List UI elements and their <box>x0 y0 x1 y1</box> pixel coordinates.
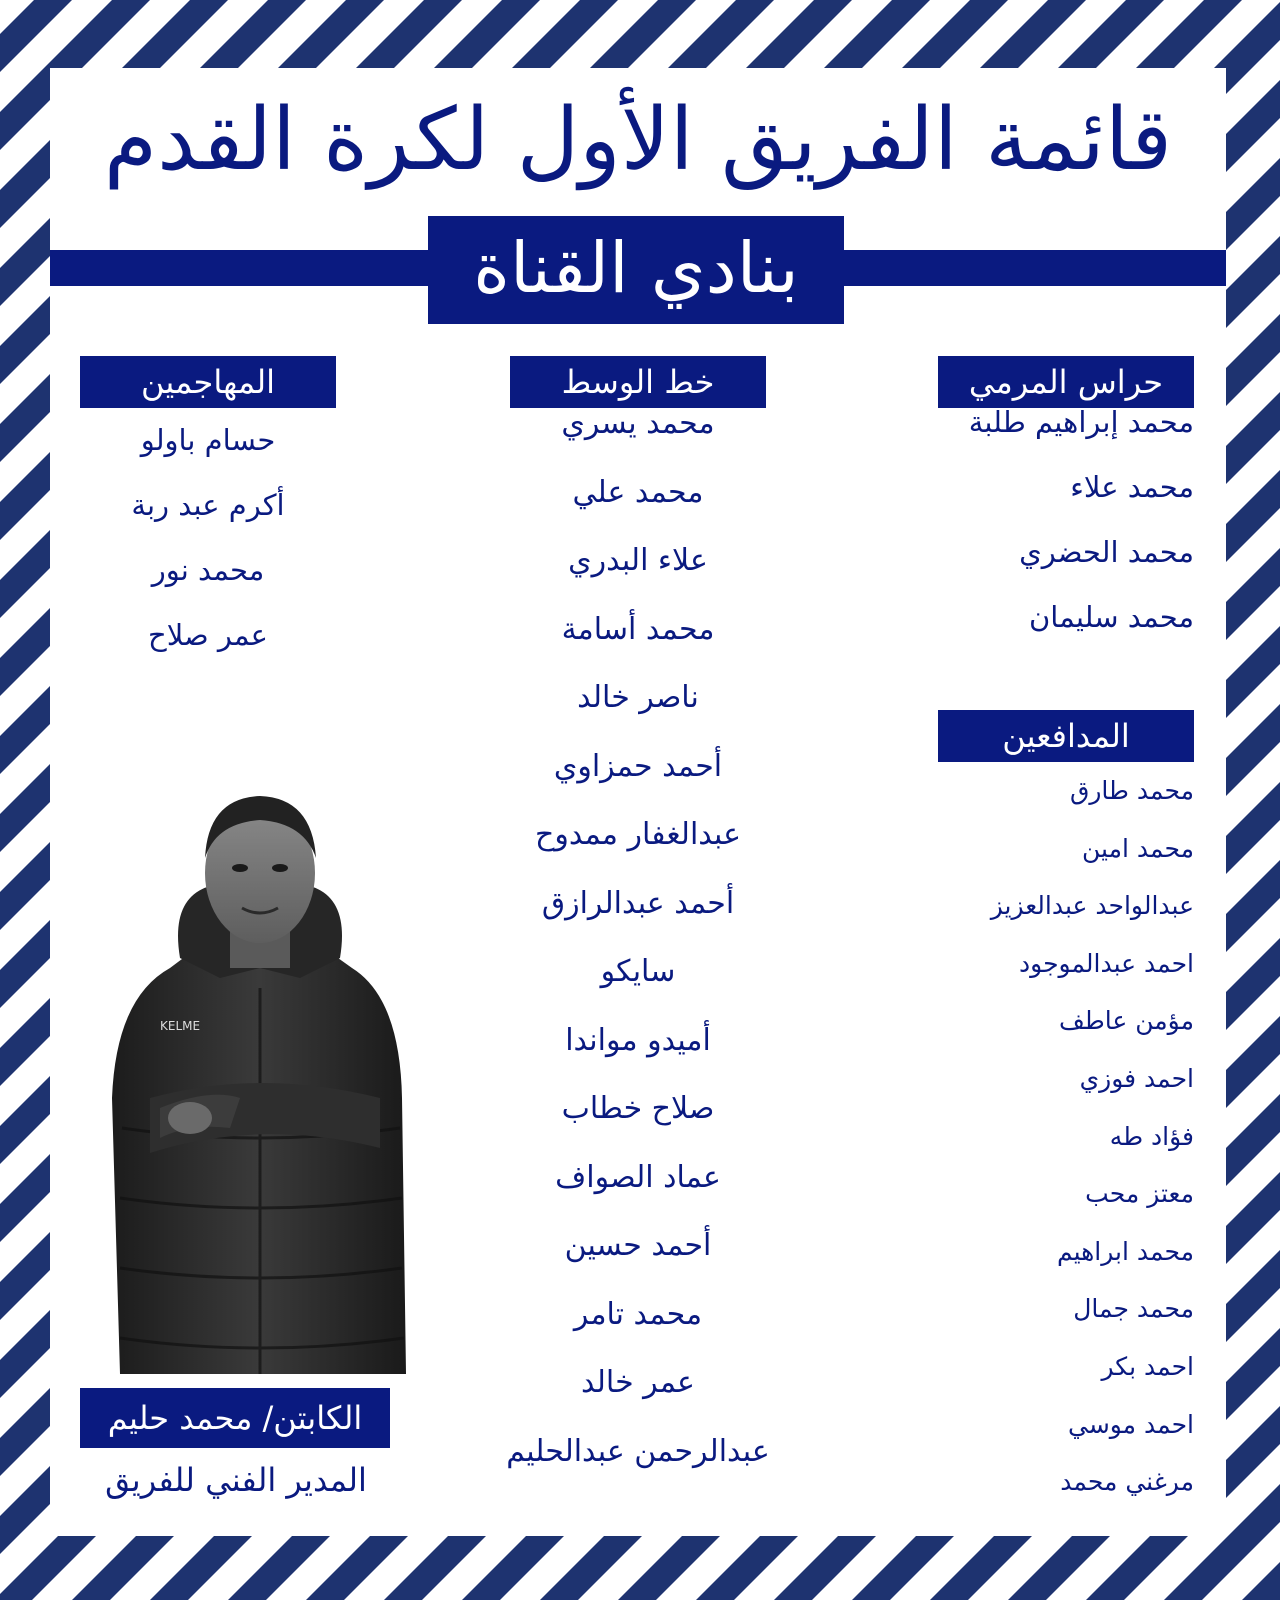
defender-name: احمد بكر <box>1101 1351 1194 1381</box>
coach-name: الكابتن/ محمد حليم <box>80 1388 390 1448</box>
club-name: بنادي القناة <box>428 216 844 324</box>
forwards-list <box>70 408 346 668</box>
page-title: قائمة الفريق الأول لكرة القدم <box>103 90 1173 190</box>
midfielder-name: أميدو مواندا <box>565 1022 711 1058</box>
midfielder-name: عمر خالد <box>581 1365 695 1400</box>
midfielder-name: أحمد حمزاوي <box>553 748 723 784</box>
goalkeepers-list <box>868 390 1194 650</box>
forward-name: محمد نور <box>151 553 265 587</box>
midfielder-name: محمد تامر <box>573 1296 703 1332</box>
midfielder-name: سايكو <box>600 954 676 989</box>
defender-name: معتز محب <box>1085 1179 1194 1209</box>
goalkeeper-name: محمد علاء <box>1070 470 1194 504</box>
defenders-header: المدافعين <box>938 710 1194 762</box>
midfielders-header: خط الوسط <box>510 356 766 408</box>
midfielder-name: محمد أسامة <box>561 611 715 647</box>
forward-name: حسام باولو <box>140 423 276 457</box>
defender-name: احمد عبدالموجود <box>1019 948 1194 978</box>
forward-name: عمر صلاح <box>148 618 268 652</box>
defender-name: احمد فوزي <box>1079 1063 1194 1093</box>
midfielder-name: أحمد عبدالرازق <box>541 885 735 921</box>
goalkeeper-name: محمد إبراهيم طلبة <box>968 405 1194 439</box>
coach-role: المدير الفني للفريق <box>105 1461 367 1499</box>
midfielder-name: عبدالغفار ممدوح <box>534 817 741 852</box>
content-panel <box>50 68 1226 1536</box>
defender-name: محمد جمال <box>1073 1294 1194 1324</box>
defender-name: مرغني محمد <box>1060 1467 1194 1497</box>
midfielder-name: علاء البدري <box>568 543 708 578</box>
defender-name: عبدالواحد عبدالعزيز <box>990 891 1194 921</box>
midfielder-name: عماد الصواف <box>555 1159 721 1195</box>
goalkeeper-name: محمد الحضري <box>1019 535 1194 569</box>
midfielder-name: أحمد حسين <box>564 1228 712 1263</box>
defenders-list <box>868 762 1194 1511</box>
defender-name: فؤاد طه <box>1109 1121 1194 1151</box>
defender-name: محمد ابراهيم <box>1056 1236 1194 1266</box>
midfielder-name: عبدالرحمن عبدالحليم <box>506 1433 770 1469</box>
midfielder-name: صلاح خطاب <box>561 1091 715 1126</box>
defender-name: محمد طارق <box>1069 776 1194 805</box>
midfielder-name: ناصر خالد <box>577 680 699 715</box>
forwards-header: المهاجمين <box>80 356 336 408</box>
goalkeeper-name: محمد سليمان <box>1028 600 1194 634</box>
midfielder-name: محمد يسري <box>561 406 715 441</box>
goalkeepers-header: حراس المرمي <box>938 356 1194 408</box>
forward-name: أكرم عبد ربة <box>131 488 285 522</box>
defender-name: مؤمن عاطف <box>1059 1006 1194 1036</box>
jacket-logo: KELME <box>160 1019 201 1033</box>
coach-photo <box>90 768 420 1374</box>
midfielders-list <box>440 390 836 1486</box>
midfielder-name: محمد علي <box>572 474 704 510</box>
defender-name: محمد امين <box>1082 833 1194 863</box>
defender-name: احمد موسي <box>1067 1409 1194 1439</box>
